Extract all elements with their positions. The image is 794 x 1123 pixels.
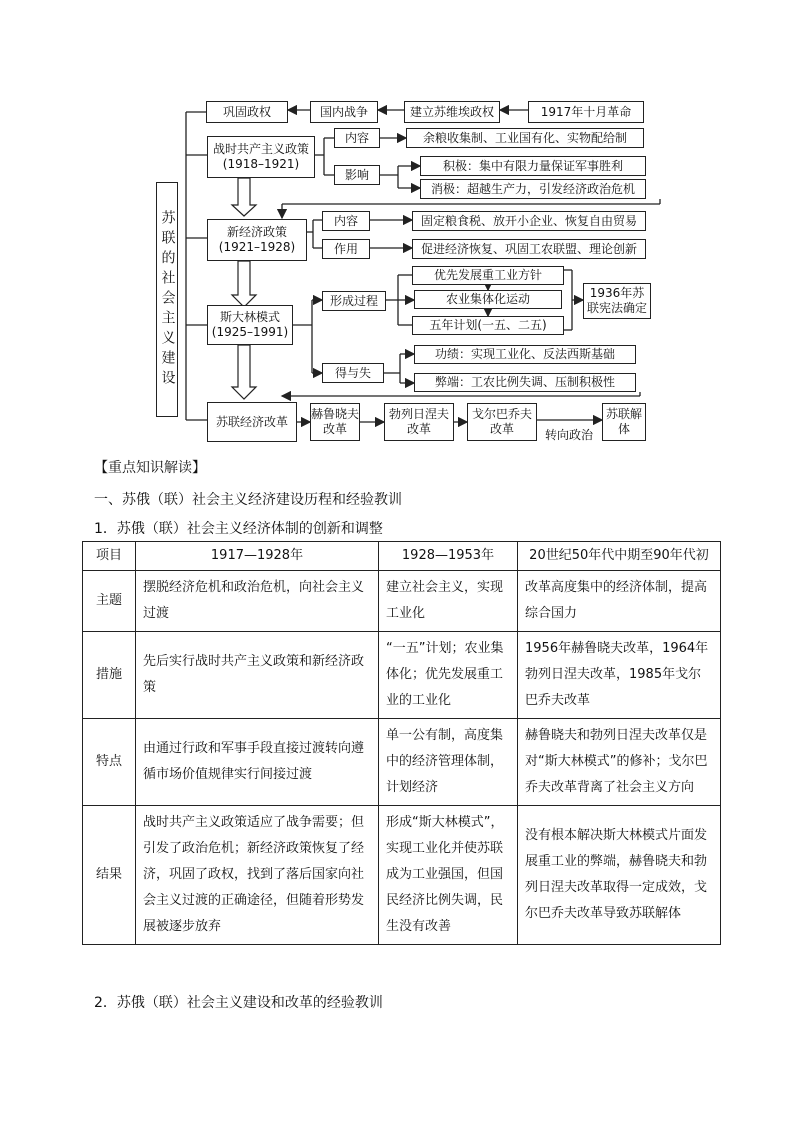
war-communism-years: (1918–1921)	[222, 157, 300, 171]
table-cell: 单一公有制，高度集中的经济管理体制，计划经济	[379, 719, 518, 806]
node-khrushchev: 赫鲁晓夫改革	[310, 403, 360, 441]
label-impact: 影响	[334, 165, 380, 185]
nep-role: 促进经济恢复、巩固工农联盟、理论创新	[412, 239, 646, 259]
diagram-connectors	[0, 0, 794, 450]
node-october: 1917年十月革命	[528, 101, 644, 123]
row-label: 主题	[83, 571, 136, 632]
row-label: 特点	[83, 719, 136, 806]
merits: 功绩：实现工业化、反法西斯基础	[414, 345, 636, 364]
table-cell: 改革高度集中的经济体制，提高综合国力	[518, 571, 721, 632]
nep-title: 新经济政策	[226, 225, 287, 239]
demerits: 弊端：工农比例失调、压制积极性	[414, 373, 636, 392]
label-content-1: 内容	[334, 128, 380, 148]
table-cell: 赫鲁晓夫和勃列日涅夫改革仅是对“斯大林模式”的修补；戈尔巴乔夫改革背离了社会主义方向	[518, 719, 721, 806]
impact-negative: 消极：超越生产力，引发经济政治危机	[420, 179, 646, 199]
concept-diagram	[0, 0, 794, 450]
node-civil-war: 国内战争	[310, 101, 378, 123]
row-label: 结果	[83, 806, 136, 945]
node-brezhnev: 勃列日涅夫改革	[384, 403, 454, 441]
table-cell: 先后实行战时共产主义政策和新经济政策	[136, 632, 379, 719]
header-period-2: 1928—1953年	[379, 542, 518, 571]
comparison-table	[82, 541, 721, 945]
node-nep	[207, 219, 307, 261]
five-year-plan: 五年计划(一五、二五)	[412, 316, 564, 335]
node-gorbachev: 戈尔巴乔夫改革	[467, 403, 537, 441]
header-item: 项目	[83, 542, 136, 571]
row-label: 措施	[83, 632, 136, 719]
constitution-1936: 1936年苏联宪法确定	[583, 283, 651, 319]
subsection-title-1: 1．苏俄（联）社会主义经济体制的创新和调整	[94, 521, 383, 537]
section-title-1: 一、苏俄（联）社会主义经济建设历程和经验教训	[94, 492, 402, 508]
table-row	[83, 806, 721, 945]
war-communism-title: 战时共产主义政策	[212, 142, 309, 156]
header-period-1: 1917—1928年	[136, 542, 379, 571]
table-cell: 1956年赫鲁晓夫改革，1964年勃列日涅夫改革，1985年戈尔巴乔夫改革	[518, 632, 721, 719]
label-content-2: 内容	[322, 211, 370, 231]
label-turn-politics: 转向政治	[544, 428, 593, 442]
table-cell: “一五”计划；农业集体化；优先发展重工业的工业化	[379, 632, 518, 719]
label-gains: 得与失	[322, 363, 384, 383]
node-consolidate: 巩固政权	[206, 101, 288, 123]
heavy-industry: 优先发展重工业方针	[412, 266, 564, 285]
node-reform: 苏联经济改革	[207, 402, 297, 442]
node-war-communism	[207, 136, 315, 178]
nep-content: 固定粮食税、放开小企业、恢复自由贸易	[412, 211, 646, 231]
table-cell: 战时共产主义政策适应了战争需要；但引发了政治危机；新经济政策恢复了经济，巩固了政权，找到了落后国家向社会主义过渡的正确途径，但随着形势发展被逐步放弃	[136, 806, 379, 945]
root-label: 苏联的社会主义建设	[156, 182, 178, 417]
table-header-row	[83, 542, 721, 571]
table-cell: 形成“斯大林模式”，实现工业化并使苏联成为工业强国，但国民经济比例失调，民生没有改善	[379, 806, 518, 945]
heading-key-knowledge: 【重点知识解读】	[94, 460, 206, 476]
stalin-title: 斯大林模式	[219, 310, 280, 324]
collectivization: 农业集体化运动	[414, 290, 562, 309]
table-cell: 没有根本解决斯大林模式片面发展重工业的弊端，赫鲁晓夫和勃列日涅夫改革取得一定成效，戈尔巴乔夫改革导致苏联解体	[518, 806, 721, 945]
nep-years: (1921–1928)	[218, 240, 296, 254]
war-communism-content: 余粮收集制、工业国有化、实物配给制	[406, 128, 644, 148]
table-row	[83, 571, 721, 632]
label-role: 作用	[322, 239, 370, 259]
table-cell: 摆脱经济危机和政治危机，向社会主义过渡	[136, 571, 379, 632]
node-soviet: 建立苏维埃政权	[404, 101, 500, 123]
header-period-3: 20世纪50年代中期至90年代初	[518, 542, 721, 571]
subsection-title-2: 2．苏俄（联）社会主义建设和改革的经验教训	[94, 995, 383, 1011]
table-cell: 建立社会主义，实现工业化	[379, 571, 518, 632]
stalin-years: (1925–1991)	[211, 325, 289, 339]
label-formation: 形成过程	[322, 291, 386, 311]
table-row	[83, 719, 721, 806]
node-stalin-model	[207, 305, 293, 345]
table-cell: 由通过行政和军事手段直接过渡转向遵循市场价值规律实行间接过渡	[136, 719, 379, 806]
impact-positive: 积极：集中有限力量保证军事胜利	[420, 156, 646, 176]
table-row	[83, 632, 721, 719]
node-collapse: 苏联解体	[602, 403, 646, 441]
